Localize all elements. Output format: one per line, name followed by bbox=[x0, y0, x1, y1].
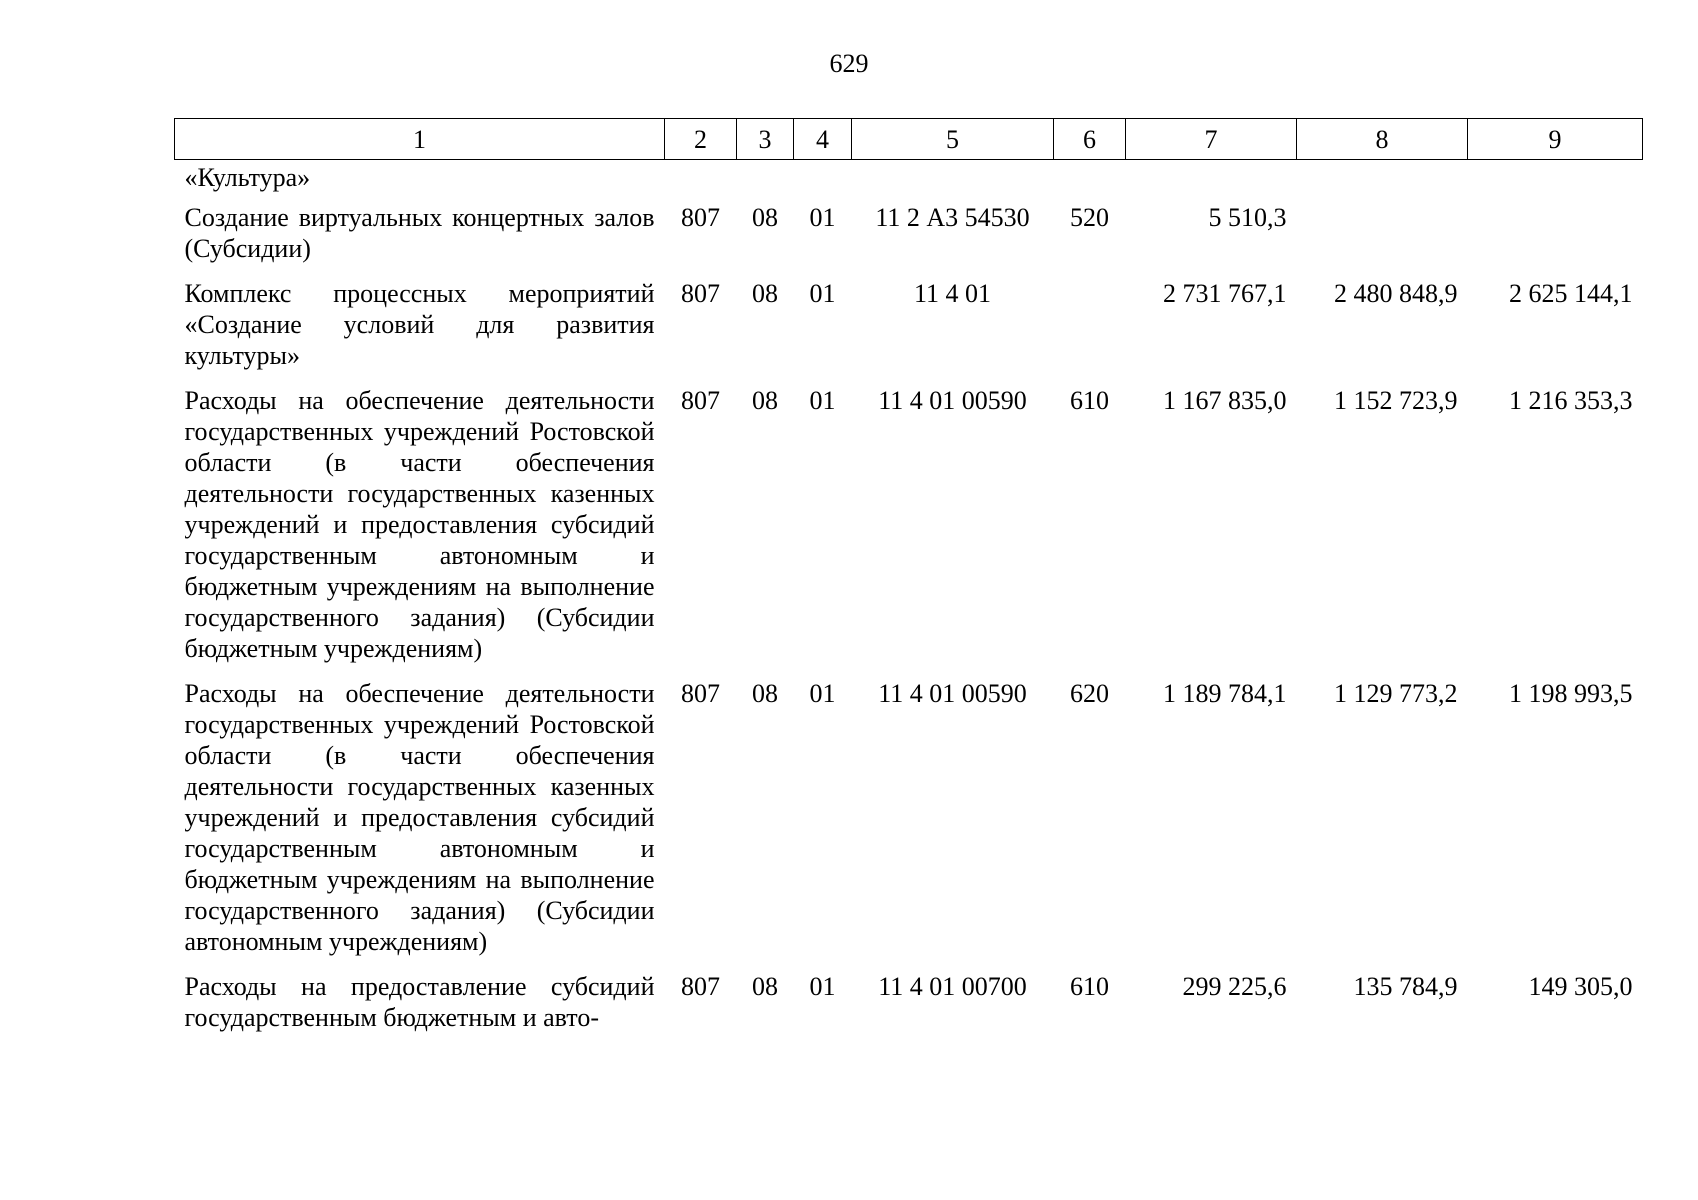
expense-type-code: 610 bbox=[1070, 386, 1109, 415]
amount-col-7: 1 189 784,1 bbox=[1163, 679, 1287, 708]
column-header-4: 4 bbox=[794, 119, 852, 160]
amount-col-9: 149 305,0 bbox=[1528, 972, 1633, 1001]
section-title: «Культура» bbox=[184, 163, 311, 192]
table-row bbox=[175, 193, 1643, 269]
table-header-row bbox=[175, 119, 1643, 160]
amount-col-7: 1 167 835,0 bbox=[1163, 386, 1287, 415]
target-article-code: 11 2 А3 54530 bbox=[875, 203, 1030, 232]
table-row bbox=[175, 376, 1643, 669]
section-code: 08 bbox=[752, 279, 778, 308]
column-header-6: 6 bbox=[1054, 119, 1126, 160]
amount-col-9 bbox=[1468, 193, 1643, 269]
section-code: 08 bbox=[752, 972, 778, 1001]
ministry-code: 807 bbox=[681, 279, 720, 308]
amount-col-8: 2 480 848,9 bbox=[1334, 279, 1458, 308]
table-row bbox=[175, 269, 1643, 376]
target-article-code: 11 4 01 00700 bbox=[878, 972, 1027, 1001]
subsection-code: 01 bbox=[809, 279, 836, 308]
column-header-9: 9 bbox=[1468, 119, 1643, 160]
expense-type-code bbox=[1054, 269, 1126, 376]
expense-type-code: 610 bbox=[1070, 972, 1109, 1001]
column-header-2: 2 bbox=[665, 119, 737, 160]
column-header-3: 3 bbox=[737, 119, 794, 160]
ministry-code: 807 bbox=[681, 679, 720, 708]
subsection-code: 01 bbox=[809, 972, 836, 1001]
row-name: Комплекс процессных мероприятий «Создание условий для развития культуры» bbox=[184, 279, 655, 370]
amount-col-8: 1 152 723,9 bbox=[1334, 386, 1458, 415]
row-name: Создание виртуальных концертных залов (Субсидии) bbox=[184, 203, 655, 263]
column-header-7: 7 bbox=[1126, 119, 1297, 160]
target-article-code: 11 4 01 00590 bbox=[878, 679, 1027, 708]
target-article-code: 11 4 01 00590 bbox=[878, 386, 1027, 415]
page-number: 629 bbox=[829, 49, 869, 78]
table-row bbox=[175, 669, 1643, 962]
subsection-code: 01 bbox=[809, 203, 836, 232]
amount-col-9: 1 198 993,5 bbox=[1509, 679, 1633, 708]
subsection-code: 01 bbox=[809, 679, 836, 708]
subsection-code: 01 bbox=[809, 386, 836, 415]
target-article-code: 11 4 01 bbox=[913, 279, 992, 308]
section-row bbox=[175, 160, 1643, 194]
amount-col-9: 2 625 144,1 bbox=[1509, 279, 1633, 308]
column-header-1: 1 bbox=[175, 119, 665, 160]
expense-type-code: 520 bbox=[1070, 203, 1109, 232]
amount-col-7: 2 731 767,1 bbox=[1163, 279, 1287, 308]
ministry-code: 807 bbox=[681, 386, 720, 415]
budget-table bbox=[174, 118, 1643, 1038]
row-name: Расходы на обеспечение деятельности государственных учреждений Ростовской области (в части обеспечения деятельности государственных казенных учреждений и предоставления субсидий государственным автономным и бюджетным учреждениям на выполнение государственного задания) (Субсидии бюджетным учреждениям) bbox=[184, 386, 655, 663]
row-name: Расходы на обеспечение деятельности государственных учреждений Ростовской области (в части обеспечения деятельности государственных казенных учреждений и предоставления субсидий государственным автономным и бюджетным учреждениям на выполнение государственного задания) (Субсидии автономным учреждениям) bbox=[184, 679, 655, 956]
amount-col-7: 5 510,3 bbox=[1208, 203, 1287, 232]
ministry-code: 807 bbox=[681, 203, 720, 232]
section-code: 08 bbox=[752, 203, 778, 232]
column-header-5: 5 bbox=[852, 119, 1054, 160]
row-name: Расходы на предоставление субсидий государственным бюджетным и авто- bbox=[184, 972, 655, 1032]
amount-col-8: 135 784,9 bbox=[1353, 972, 1458, 1001]
ministry-code: 807 bbox=[681, 972, 720, 1001]
section-code: 08 bbox=[752, 679, 778, 708]
amount-col-9: 1 216 353,3 bbox=[1509, 386, 1633, 415]
column-header-8: 8 bbox=[1297, 119, 1468, 160]
amount-col-7: 299 225,6 bbox=[1182, 972, 1287, 1001]
section-code: 08 bbox=[752, 386, 778, 415]
expense-type-code: 620 bbox=[1070, 679, 1109, 708]
amount-col-8 bbox=[1297, 193, 1468, 269]
amount-col-8: 1 129 773,2 bbox=[1334, 679, 1458, 708]
table-row bbox=[175, 962, 1643, 1038]
